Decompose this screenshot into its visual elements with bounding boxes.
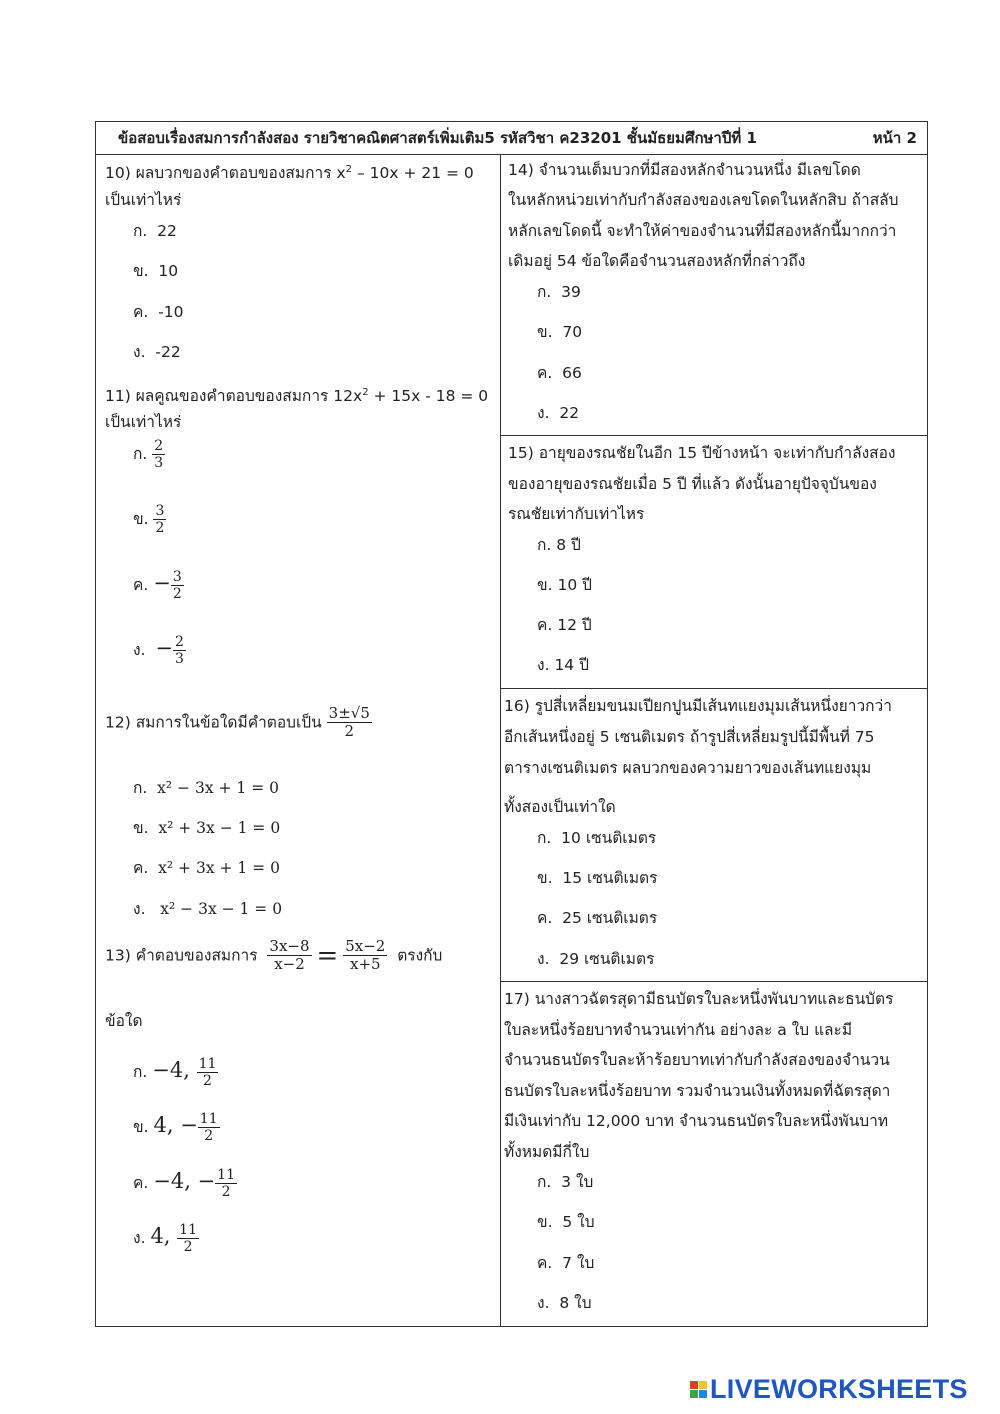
q12-choice-d[interactable] xyxy=(133,897,282,921)
fraction-denominator: 2 xyxy=(203,1073,212,1090)
choice-label: ก. xyxy=(537,536,552,554)
q13-a-fraction xyxy=(197,1056,219,1089)
q17-line-1: 17) นางสาวฉัตรสุดามีธนบัตรใบละหนึ่งพันบาทและธนบัตร xyxy=(504,990,894,1008)
choice-prefix: −4, xyxy=(152,1058,197,1083)
choice-label: ก. xyxy=(537,1173,552,1191)
q10-choice-a[interactable] xyxy=(133,219,177,243)
q15-line-2: ของอายุของรณชัยเมื่อ 5 ปี ที่แล้ว ดังนั้นอายุปัจจุบันของ xyxy=(508,475,877,493)
choice-value: 5 ใบ xyxy=(562,1213,595,1231)
page-number: หน้า 2 xyxy=(872,129,917,147)
q17-choice-a[interactable] xyxy=(537,1170,593,1194)
q13-text-main: 13) คำตอบของสมการ xyxy=(105,946,258,965)
choice-value: x² − 3x + 1 = 0 xyxy=(157,779,279,797)
choice-sign: − xyxy=(155,636,173,661)
choice-value: 10 เซนติเมตร xyxy=(561,829,657,847)
logo-square xyxy=(699,1390,707,1398)
choice-label: ข. xyxy=(133,262,149,280)
q14-line-3: หลักเลขโดดนี้ จะทำให้ค่าของจำนวนที่มีสองหลักนี้มากกว่า xyxy=(508,222,897,240)
q11-choice-b[interactable] xyxy=(133,503,166,536)
fraction-denominator: 2 xyxy=(172,586,182,603)
q16-choice-c[interactable] xyxy=(537,906,657,930)
q10-text-line2: เป็นเท่าไหร่ xyxy=(105,191,182,209)
divider-q15-q16 xyxy=(501,688,928,689)
choice-value: x² + 3x − 1 = 0 xyxy=(158,819,281,837)
logo-square xyxy=(699,1381,707,1389)
q13-lhs-fraction xyxy=(267,938,311,974)
q11-d-fraction xyxy=(173,634,186,667)
q13-text-tail: ตรงกับ xyxy=(397,946,443,965)
choice-prefix: 4, xyxy=(153,1113,181,1138)
q10-choice-b[interactable] xyxy=(133,259,178,283)
fraction-denominator: x−2 xyxy=(274,955,305,974)
fraction-numerator: 3±√5 xyxy=(328,704,370,722)
q17-choice-c[interactable] xyxy=(537,1251,594,1275)
choice-label: ค. xyxy=(133,859,149,877)
q13-equals-sign: = xyxy=(316,940,339,971)
q14-choice-d[interactable] xyxy=(537,401,579,425)
q13-text-line2: ข้อใด xyxy=(105,1012,143,1030)
fraction-numerator: 11 xyxy=(217,1167,235,1183)
q13-d-fraction xyxy=(177,1222,199,1255)
choice-prefix: −4, xyxy=(153,1169,198,1194)
liveworksheets-logo[interactable] xyxy=(690,1373,968,1404)
fraction-denominator: 2 xyxy=(221,1184,231,1201)
q11-text-b: + 15x - 18 = 0 xyxy=(368,387,489,406)
q13-rhs-fraction xyxy=(343,938,387,974)
q12-text-main: 12) สมการในข้อใดมีคำตอบเป็น xyxy=(105,713,322,732)
fraction-numerator: 3x−8 xyxy=(269,937,310,955)
fraction-numerator: 11 xyxy=(199,1111,218,1127)
choice-label: ง. xyxy=(133,900,146,918)
q14-choice-b[interactable] xyxy=(537,320,582,344)
fraction-denominator: 2 xyxy=(204,1128,214,1145)
q13-choice-a[interactable] xyxy=(133,1056,218,1089)
fraction-denominator: 2 xyxy=(183,1239,193,1256)
fraction-numerator: 11 xyxy=(198,1056,217,1072)
q11-exponent: 2 xyxy=(362,387,369,398)
choice-value: 39 xyxy=(561,283,581,301)
choice-value: 25 เซนติเมตร xyxy=(562,909,658,927)
fraction-numerator: 2 xyxy=(174,634,184,650)
choice-value: 3 ใบ xyxy=(561,1173,594,1191)
choice-sign: − xyxy=(180,1113,198,1138)
q17-line-5: มีเงินเท่ากับ 12,000 บาท จำนวนธนบัตรใบละหนึ่งพันบาท xyxy=(504,1112,889,1130)
choice-label: ง. xyxy=(133,343,146,361)
q17-line-4: ธนบัตรใบละหนึ่งร้อยบาท รวมจำนวนเงินทั้งหมดที่ฉัตรสุดา xyxy=(504,1082,891,1100)
choice-label: ง. xyxy=(133,641,146,660)
choice-label: ข. xyxy=(537,576,553,594)
choice-value: 70 xyxy=(562,323,583,341)
choice-label: ง. xyxy=(537,656,550,674)
q15-choice-c[interactable] xyxy=(537,613,592,637)
choice-label: ง. xyxy=(537,950,550,968)
choice-label: ก. xyxy=(133,1063,148,1082)
choice-label: ข. xyxy=(133,1118,149,1137)
choice-label: ง. xyxy=(537,404,550,422)
q11-text-a: 11) ผลคูณของคำตอบของสมการ 12x xyxy=(105,387,363,406)
q13-text xyxy=(105,938,442,974)
choice-label: ง. xyxy=(537,1294,550,1312)
choice-label: ก. xyxy=(133,445,148,464)
q14-line-1: 14) จำนวนเต็มบวกที่มีสองหลักจำนวนหนึ่ง มีเลขโดด xyxy=(508,161,861,179)
q12-choice-c[interactable] xyxy=(133,856,280,880)
fraction-denominator: 3 xyxy=(154,455,164,472)
logo-square xyxy=(690,1381,698,1389)
q10-text-b: – 10x + 21 = 0 xyxy=(352,164,474,183)
q13-c-fraction xyxy=(215,1167,237,1200)
fraction-numerator: 5x−2 xyxy=(345,937,386,955)
choice-value: 10 xyxy=(158,262,179,280)
choice-sign: − xyxy=(153,571,171,596)
q16-line-3: ตารางเซนติเมตร ผลบวกของความยาวของเส้นทแยงมุม xyxy=(504,759,872,777)
choice-value: 10 ปี xyxy=(557,576,592,594)
q14-choice-a[interactable] xyxy=(537,280,581,304)
q14-line-2: ในหลักหน่วยเท่ากับกำลังสองของเลขโดดในหลักสิบ ถ้าสลับ xyxy=(508,191,899,209)
choice-value: -10 xyxy=(158,303,184,321)
q11-text-line2: เป็นเท่าไหร่ xyxy=(105,413,182,431)
q16-line-1: 16) รูปสี่เหลี่ยมขนมเปียกปูนมีเส้นทแยงมุมเส้นหนึ่งยาวกว่า xyxy=(504,697,892,715)
q16-choice-a[interactable] xyxy=(537,826,656,850)
fraction-numerator: 3 xyxy=(172,569,182,585)
choice-label: ก. xyxy=(537,283,552,301)
q14-line-4: เดิมอยู่ 54 ข้อใดคือจำนวนสองหลักที่กล่าวถึง xyxy=(508,252,806,270)
choice-value: 22 xyxy=(559,404,580,422)
q12-choice-b[interactable] xyxy=(133,816,280,840)
q10-choice-d[interactable] xyxy=(133,340,181,364)
choice-value: 22 xyxy=(157,222,177,240)
q16-choice-d[interactable] xyxy=(537,947,654,971)
q15-line-1: 15) อายุของรณชัยในอีก 15 ปีข้างหน้า จะเท่ากับกำลังสอง xyxy=(508,444,896,462)
divider-q16-q17 xyxy=(501,981,928,982)
q15-choice-d[interactable] xyxy=(537,653,589,677)
q17-line-2: ใบละหนึ่งร้อยบาทจำนวนเท่ากัน อย่างละ a ใบ และมี xyxy=(504,1021,853,1039)
choice-value: 14 ปี xyxy=(554,656,589,674)
choice-value: -22 xyxy=(155,343,181,361)
fraction-denominator: 3 xyxy=(174,651,184,668)
q11-choice-a[interactable] xyxy=(133,438,165,471)
q16-choice-b[interactable] xyxy=(537,866,657,890)
q10-choice-c[interactable] xyxy=(133,300,183,324)
fraction-numerator: 2 xyxy=(154,438,164,454)
logo-text: LIVEWORKSHEETS xyxy=(710,1373,968,1404)
choice-label: ค. xyxy=(537,616,553,634)
column-divider xyxy=(500,154,501,1327)
choice-label: ข. xyxy=(537,869,553,887)
logo-square xyxy=(690,1390,698,1398)
choice-label: ค. xyxy=(537,364,553,382)
q16-line-4: ทั้งสองเป็นเท่าใด xyxy=(504,798,616,816)
choice-label: ค. xyxy=(537,909,553,927)
choice-value: 7 ใบ xyxy=(562,1254,595,1272)
q10-text xyxy=(105,155,474,188)
q12-fraction xyxy=(327,705,372,741)
q13-b-fraction xyxy=(198,1111,220,1144)
choice-value: x² + 3x + 1 = 0 xyxy=(158,859,280,877)
q17-choice-d[interactable] xyxy=(537,1291,592,1315)
choice-value: 12 ปี xyxy=(557,616,592,634)
q15-line-3: รณชัยเท่ากับเท่าไหร xyxy=(508,505,645,523)
fraction-denominator: 2 xyxy=(155,520,165,537)
q11-choice-c[interactable] xyxy=(133,569,184,602)
choice-label: ค. xyxy=(133,576,149,595)
choice-value: 8 ปี xyxy=(556,536,581,554)
fraction-denominator: 2 xyxy=(344,722,355,741)
q12-choice-a[interactable] xyxy=(133,776,279,800)
q15-choice-b[interactable] xyxy=(537,573,592,597)
choice-label: ง. xyxy=(133,1229,146,1248)
choice-value: 15 เซนติเมตร xyxy=(562,869,658,887)
choice-label: ค. xyxy=(133,303,149,321)
fraction-numerator: 3 xyxy=(155,503,165,519)
q11-a-fraction xyxy=(152,438,165,471)
q10-text-a: 10) ผลบวกของคำตอบของสมการ x xyxy=(105,164,346,183)
choice-label: ก. xyxy=(133,779,148,797)
q10-exponent: 2 xyxy=(345,164,353,175)
choice-label: ข. xyxy=(133,510,149,529)
q16-line-2: อีกเส้นหนึ่งอยู่ 5 เซนติเมตร ถ้ารูปสี่เหลี่ยมรูปนี้มีพื้นที่ 75 xyxy=(504,728,875,746)
q15-choice-a[interactable] xyxy=(537,533,581,557)
q13-choice-c[interactable] xyxy=(133,1167,237,1200)
choice-sign: − xyxy=(197,1169,216,1194)
q17-choice-b[interactable] xyxy=(537,1210,595,1234)
choice-value: 8 ใบ xyxy=(559,1294,592,1312)
choice-label: ข. xyxy=(133,819,149,837)
q17-line-3: จำนวนธนบัตรใบละห้าร้อยบาทเท่ากับกำลังสองของจำนวน xyxy=(504,1051,890,1069)
choice-value: 66 xyxy=(562,364,582,382)
q13-choice-d[interactable] xyxy=(133,1222,199,1255)
q12-text xyxy=(105,705,372,741)
fraction-denominator: x+5 xyxy=(349,955,381,974)
q11-c-fraction xyxy=(171,569,184,602)
choice-prefix: 4, xyxy=(150,1224,178,1249)
choice-value: 29 เซนติเมตร xyxy=(559,950,655,968)
choice-label: ข. xyxy=(537,323,553,341)
choice-value: x² − 3x − 1 = 0 xyxy=(160,900,283,918)
q11-choice-d[interactable] xyxy=(133,634,186,667)
fraction-numerator: 11 xyxy=(179,1222,197,1238)
divider-q14-q15 xyxy=(501,435,928,436)
choice-label: ค. xyxy=(133,1174,149,1193)
q13-choice-b[interactable] xyxy=(133,1111,220,1144)
choice-label: ก. xyxy=(133,222,148,240)
choice-label: ก. xyxy=(537,829,552,847)
header-title: ข้อสอบเรื่องสมการกำลังสอง รายวิชาคณิตศาสตร์เพิ่มเติม5 รหัสวิชา ค23201 ชั้นมัธยมศึกษาปีที่ 1 xyxy=(118,129,757,147)
choice-label: ข. xyxy=(537,1213,553,1231)
choice-label: ค. xyxy=(537,1254,553,1272)
q17-line-6: ทั้งหมดมีกี่ใบ xyxy=(504,1143,590,1161)
logo-squares-icon xyxy=(690,1381,707,1398)
q14-choice-c[interactable] xyxy=(537,361,582,385)
header-row xyxy=(96,122,927,155)
q11-b-fraction xyxy=(153,503,166,536)
